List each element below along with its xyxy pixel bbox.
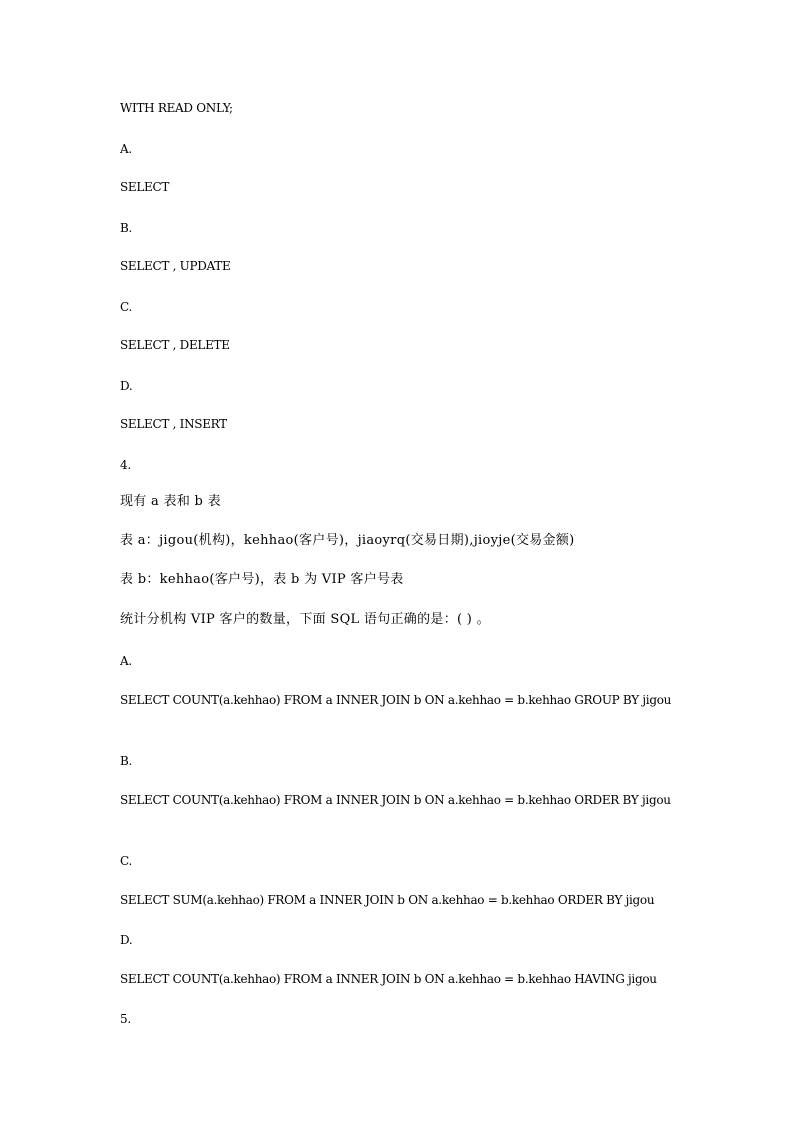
table-b-definition: 表 b：kehhao(客户号)，表 b 为 VIP 客户号表 <box>120 572 404 587</box>
option-text-c: SELECT , DELETE <box>120 338 230 352</box>
option-label-a: A. <box>120 142 132 156</box>
question-prompt: 统计分机构 VIP 客户的数量，下面 SQL 语句正确的是：( ) 。 <box>120 612 490 627</box>
table-a-definition: 表 a：jigou(机构)，kehhao(客户号)，jiaoyrq(交易日期),jioyje(交易金额) <box>120 533 575 548</box>
option-text-b: SELECT COUNT(a.kehhao) FROM a INNER JOIN b ON a.kehhao = b.kehhao ORDER BY jigou <box>120 793 671 807</box>
option-label-c: C. <box>120 854 132 868</box>
option-text-b: SELECT , UPDATE <box>120 259 231 273</box>
question-number-5: 5. <box>120 1012 131 1026</box>
option-text-c: SELECT SUM(a.kehhao) FROM a INNER JOIN b ON a.kehhao = b.kehhao ORDER BY jigou <box>120 893 655 907</box>
option-label-c: C. <box>120 300 132 314</box>
option-text-d: SELECT , INSERT <box>120 417 227 431</box>
option-text-a: SELECT <box>120 180 170 194</box>
option-text-a: SELECT COUNT(a.kehhao) FROM a INNER JOIN b ON a.kehhao = b.kehhao GROUP BY jigou <box>120 693 672 707</box>
option-text-d: SELECT COUNT(a.kehhao) FROM a INNER JOIN b ON a.kehhao = b.kehhao HAVING jigou <box>120 972 657 986</box>
option-label-b: B. <box>120 754 133 768</box>
sql-clause-with-read-only: WITH READ ONLY; <box>120 101 233 115</box>
option-label-b: B. <box>120 221 133 235</box>
option-label-a: A. <box>120 654 132 668</box>
option-label-d: D. <box>120 379 133 393</box>
question-number-4: 4. <box>120 458 131 472</box>
option-label-d: D. <box>120 933 133 947</box>
question-intro: 现有 a 表和 b 表 <box>120 494 221 509</box>
